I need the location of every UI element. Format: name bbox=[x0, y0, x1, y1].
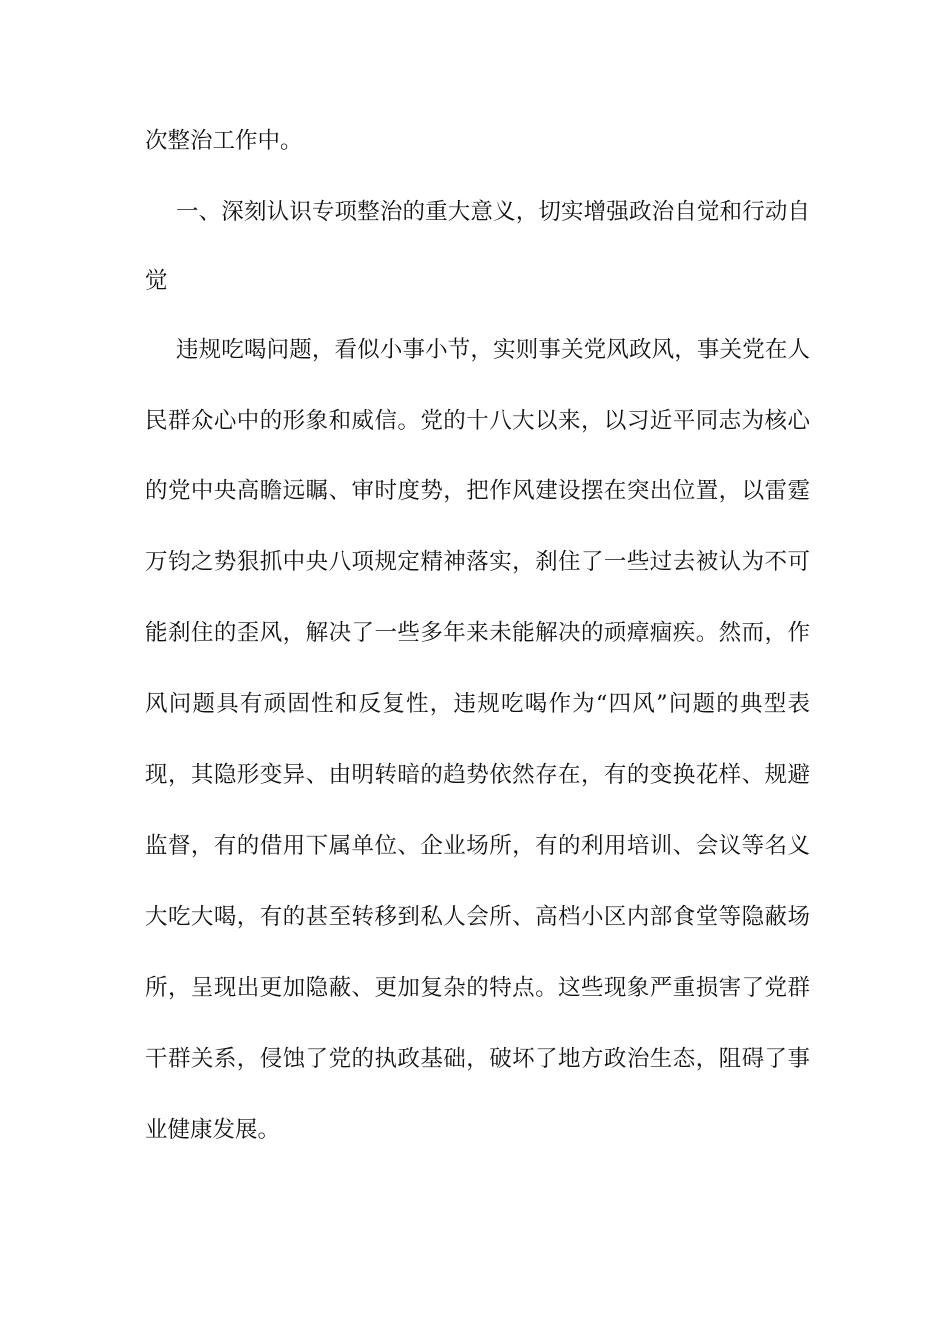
paragraph-line-11: 干群关系，侵蚀了党的执政基础，破坏了地方政治生态，阻碍了事 bbox=[145, 1046, 810, 1072]
paragraph-line-1: 违规吃喝问题，看似小事小节，实则事关党风政风，事关党在人 bbox=[176, 337, 810, 363]
paragraph-line-4: 万钧之势狠抓中央八项规定精神落实，刹住了一些过去被认为不可 bbox=[145, 549, 810, 575]
paragraph-line-2: 民群众心中的形象和威信。党的十八大以来，以习近平同志为核心 bbox=[145, 408, 810, 434]
paragraph-line-12: 业健康发展。 bbox=[145, 1117, 281, 1143]
paragraph-line-5: 能刹住的歪风，解决了一些多年来未能解决的顽瘴痼疾。然而，作 bbox=[145, 620, 810, 646]
paragraph-line-10: 所，呈现出更加隐蔽、更加复杂的特点。这些现象严重损害了党群 bbox=[145, 975, 810, 1001]
paragraph-line-9: 大吃大喝，有的甚至转移到私人会所、高档小区内部食堂等隐蔽场 bbox=[145, 904, 810, 930]
paragraph-line-8: 监督，有的借用下属单位、企业场所，有的利用培训、会议等名义 bbox=[145, 833, 810, 859]
section-heading-line-2: 觉 bbox=[145, 268, 168, 294]
text-line-continuation: 次整治工作中。 bbox=[145, 128, 303, 154]
paragraph-line-7: 现，其隐形变异、由明转暗的趋势依然存在，有的变换花样、规避 bbox=[145, 762, 810, 788]
section-heading-line-1: 一、深刻认识专项整治的重大意义，切实增强政治自觉和行动自 bbox=[176, 199, 810, 225]
paragraph-line-6: 风问题具有顽固性和反复性，违规吃喝作为“四风”问题的典型表 bbox=[145, 691, 810, 717]
paragraph-line-3: 的党中央高瞻远瞩、审时度势，把作风建设摆在突出位置，以雷霆 bbox=[145, 478, 810, 504]
